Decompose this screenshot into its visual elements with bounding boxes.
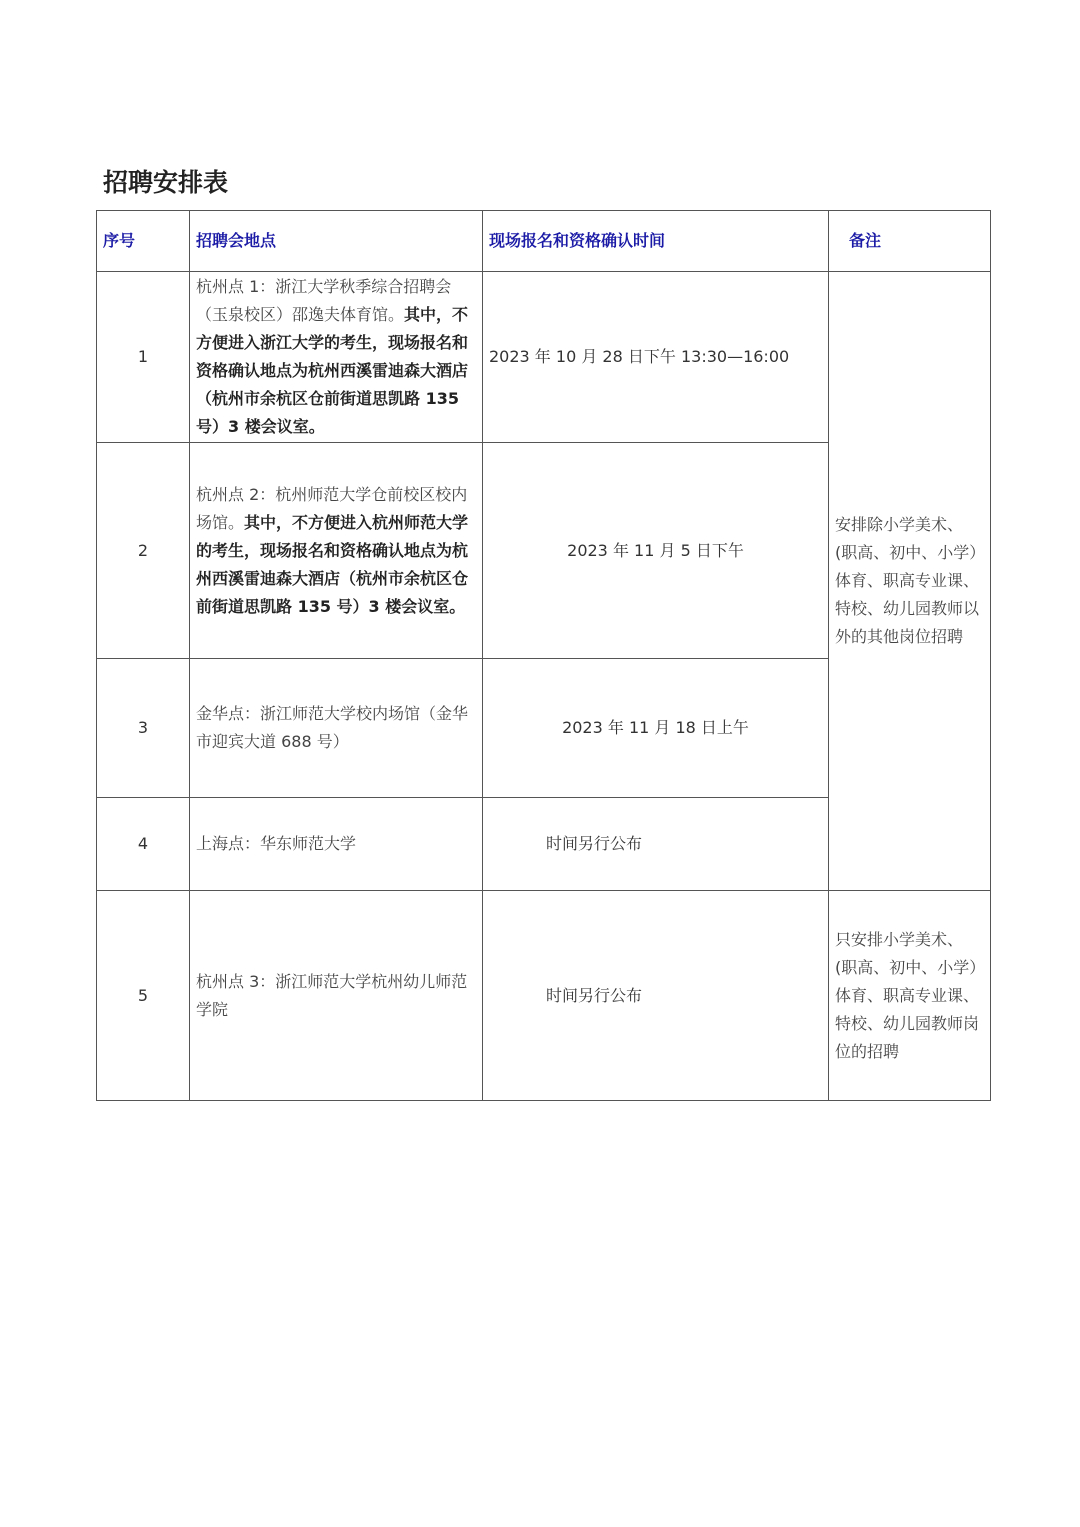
row-seq: 4: [97, 798, 190, 891]
row-location: 金华点：浙江师范大学校内场馆（金华市迎宾大道 688 号）: [190, 659, 483, 798]
row-location: [190, 443, 483, 659]
row-location: 杭州点 3：浙江师范大学杭州幼儿师范学院: [190, 891, 483, 1101]
row-seq: 2: [97, 443, 190, 659]
header-note: 备注: [829, 211, 991, 272]
row-seq: 5: [97, 891, 190, 1101]
row-time: 2023 年 10 月 28 日下午 13:30—16:00: [483, 272, 829, 443]
row-time: 2023 年 11 月 5 日下午: [483, 443, 829, 659]
header-time: 现场报名和资格确认时间: [483, 211, 829, 272]
table-row: [97, 891, 991, 1101]
location-text: 杭州点 1：浙江大学秋季综合招聘会（玉泉校区）邵逸夫体育馆。: [196, 277, 452, 324]
row-location: 上海点：华东师范大学: [190, 798, 483, 891]
location-text: 杭州点 2：杭州师范大学仓前校区校内场馆。: [196, 484, 468, 532]
row-seq: 1: [97, 272, 190, 443]
row-note: 只安排小学美术、(职高、初中、小学）体育、职高专业课、特校、幼儿园教师岗位的招聘: [829, 891, 991, 1101]
header-location: 招聘会地点: [190, 211, 483, 272]
row-seq: 3: [97, 659, 190, 798]
schedule-table: [96, 210, 991, 1101]
row-time: 2023 年 11 月 18 日上午: [483, 659, 829, 798]
location-bold-text: 其中，不方便进入浙江大学的考生，现场报名和资格确认地点为杭州西溪雷迪森大酒店（杭州市余杭区仓前街道思凯路 135 号）3 楼会议室。: [196, 305, 469, 436]
row-time: 时间另行公布: [483, 891, 829, 1101]
page-title: 招聘安排表: [103, 168, 229, 197]
header-seq: 序号: [97, 211, 190, 272]
row-location: [190, 272, 483, 443]
location-bold-text: 其中，不方便进入杭州师范大学的考生，现场报名和资格确认地点为杭州西溪雷迪森大酒店（杭州市余杭区仓前街道思凯路 135 号）3 楼会议室。: [196, 512, 469, 616]
table-row: [97, 272, 991, 443]
table-header-row: [97, 211, 991, 272]
row-note-group: 安排除小学美术、(职高、初中、小学）体育、职高专业课、特校、幼儿园教师以外的其他岗位招聘: [829, 272, 991, 891]
row-time: 时间另行公布: [483, 798, 829, 891]
